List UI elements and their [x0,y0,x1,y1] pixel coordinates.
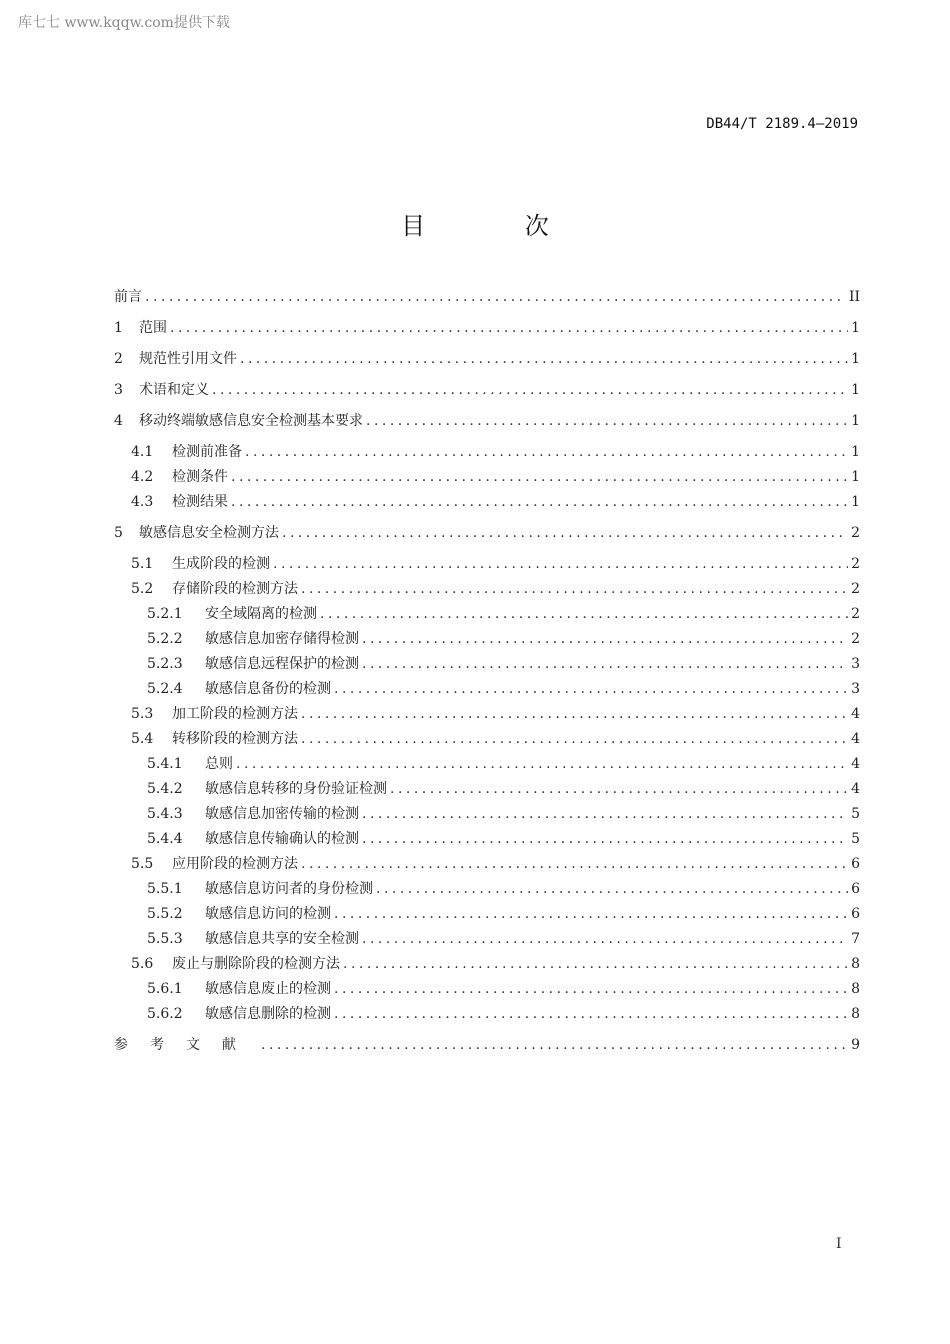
toc-entry-label: 敏感信息废止的检测 [205,981,331,997]
toc-entry-page: 3 [851,681,860,697]
toc-entry-number: 5.4.3 [147,806,183,822]
toc-entry-page: 5 [851,806,860,822]
toc-entry-5-5[interactable] [114,853,860,875]
toc-entry-page: 2 [851,631,860,647]
toc-leader-dots [231,466,848,488]
toc-entry-page: 7 [851,931,860,947]
toc-entry-number: 5.5.2 [147,906,183,922]
toc-leader-dots [282,522,848,544]
toc-entry-label: 移动终端敏感信息安全检测基本要求 [139,413,363,429]
toc-entry-5-4[interactable] [114,728,860,750]
toc-entry-label: 术语和定义 [139,382,209,398]
toc-leader-dots [301,728,848,750]
toc-entry-5-2-2[interactable] [114,628,860,650]
toc-entry-page: 1 [851,382,860,398]
toc-entry-page: 2 [851,606,860,622]
toc-entry-number: 5.5 [131,856,154,872]
toc-entry-5-2[interactable] [114,578,860,600]
toc-entry-label: 安全域隔离的检测 [205,606,317,622]
toc-entry-label: 敏感信息转移的身份验证检测 [205,781,387,797]
toc-leader-dots [343,953,848,975]
toc-entry-page: 1 [851,469,860,485]
toc-entry-page: 6 [851,856,860,872]
toc-entry-page: 6 [851,906,860,922]
toc-entry-label: 加工阶段的检测方法 [172,706,298,722]
toc-leader-dots [236,753,848,775]
toc-entry-number: 5.3 [131,706,154,722]
toc-leader-dots [170,317,848,339]
toc-entry-label: 存储阶段的检测方法 [172,581,298,597]
toc-entry-number: 5.2.3 [147,656,183,672]
toc-entry-5-5-3[interactable] [114,928,860,950]
toc-entry-page: 6 [851,881,860,897]
toc-entry-label: 敏感信息共享的安全检测 [205,931,359,947]
toc-entry-number: 5.6.2 [147,1006,183,1022]
toc-entry-number: 5.2.4 [147,681,183,697]
toc-entry-foreword[interactable] [114,286,860,308]
toc-entry-5-5-2[interactable] [114,903,860,925]
toc-entry-label: 检测结果 [172,494,228,510]
toc-entry-label: 转移阶段的检测方法 [172,731,298,747]
toc-leader-dots [245,441,848,463]
toc-entry-number: 5.2.1 [147,606,183,622]
toc-leader-dots [301,578,848,600]
toc-entry-label: 敏感信息删除的检测 [205,1006,331,1022]
toc-entry-4[interactable] [114,410,860,432]
toc-entry-5-2-3[interactable] [114,653,860,675]
toc-entry-label: 敏感信息加密存储得检测 [205,631,359,647]
toc-entry-label: 参考文献 [114,1037,258,1053]
toc-entry-5-4-2[interactable] [114,778,860,800]
toc-entry-label: 废止与删除阶段的检测方法 [172,956,340,972]
toc-leader-dots [320,603,848,625]
toc-entry-number: 4.3 [131,494,154,510]
toc-entry-5-6-1[interactable] [114,978,860,1000]
toc-entry-page: 8 [851,1006,860,1022]
toc-entry-label: 敏感信息加密传输的检测 [205,806,359,822]
toc-entry-number: 5.1 [131,556,154,572]
toc-entry-number: 5.6.1 [147,981,183,997]
toc-entry-5-2-1[interactable] [114,603,860,625]
toc-entry-label: 敏感信息访问者的身份检测 [205,881,373,897]
toc-entry-4-1[interactable] [114,441,860,463]
toc-entry-page: 3 [851,656,860,672]
toc-entry-page: 4 [851,781,860,797]
toc-leader-dots [334,978,848,1000]
toc-entry-page: 1 [851,444,860,460]
toc-entry-3[interactable] [114,379,860,401]
page-title: 目 次 [401,212,595,240]
toc-entry-5-5-1[interactable] [114,878,860,900]
toc-entry-page: II [848,289,860,305]
toc-leader-dots [390,778,848,800]
toc-entry-5-6[interactable] [114,953,860,975]
toc-entry-page: 5 [851,831,860,847]
toc-entry-number: 5.4 [131,731,154,747]
toc-entry-1[interactable] [114,317,860,339]
toc-entry-label: 生成阶段的检测 [172,556,270,572]
toc-entry-label: 前言 [114,289,142,305]
toc-entry-number: 3 [114,382,123,398]
toc-leader-dots [362,803,848,825]
toc-entry-page: 2 [851,525,860,541]
watermark-text: 库七七 www.kqqw.com提供下载 [18,15,230,31]
toc-entry-5[interactable] [114,522,860,544]
toc-entry-page: 4 [851,756,860,772]
toc-entry-page: 8 [851,956,860,972]
toc-entry-5-4-3[interactable] [114,803,860,825]
toc-entry-page: 2 [851,556,860,572]
toc-entry-references[interactable] [114,1034,860,1056]
toc-leader-dots [334,1003,848,1025]
toc-entry-5-6-2[interactable] [114,1003,860,1025]
toc-leader-dots [362,828,848,850]
toc-entry-number: 4.2 [131,469,154,485]
toc-entry-label: 敏感信息远程保护的检测 [205,656,359,672]
document-code: DB44/T 2189.4—2019 [706,116,858,132]
toc-entry-label: 敏感信息安全检测方法 [139,525,279,541]
toc-leader-dots [145,286,846,308]
toc-entry-number: 5.4.1 [147,756,183,772]
toc-entry-label: 敏感信息传输确认的检测 [205,831,359,847]
toc-entry-page: 4 [851,731,860,747]
toc-entry-number: 1 [114,320,123,336]
toc-entry-label: 规范性引用文件 [139,351,237,367]
toc-entry-label: 范围 [139,320,167,336]
toc-entry-label: 应用阶段的检测方法 [172,856,298,872]
toc-entry-label: 检测条件 [172,469,228,485]
toc-leader-dots [362,653,848,675]
toc-leader-dots [240,348,848,370]
toc-entry-2[interactable] [114,348,860,370]
toc-entry-5-4-1[interactable] [114,753,860,775]
toc-entry-number: 5 [114,525,123,541]
toc-entry-number: 2 [114,351,123,367]
toc-entry-5-1[interactable] [114,553,860,575]
toc-entry-5-2-4[interactable] [114,678,860,700]
toc-leader-dots [366,410,848,432]
toc-entry-page: 1 [851,351,860,367]
toc-entry-page: 9 [851,1037,860,1053]
toc-leader-dots [261,1034,848,1056]
toc-leader-dots [362,628,848,650]
toc-entry-page: 1 [851,494,860,510]
toc-leader-dots [273,553,848,575]
toc-entry-number: 5.5.3 [147,931,183,947]
toc-entry-page: 1 [851,320,860,336]
toc-entry-number: 5.4.2 [147,781,183,797]
toc-entry-number: 5.6 [131,956,154,972]
toc-entry-label: 检测前准备 [172,444,242,460]
toc-leader-dots [334,678,848,700]
toc-entry-4-2[interactable] [114,466,860,488]
toc-entry-5-4-4[interactable] [114,828,860,850]
toc-entry-page: 4 [851,706,860,722]
toc-entry-5-3[interactable] [114,703,860,725]
toc-entry-number: 5.2 [131,581,154,597]
toc-entry-number: 4 [114,413,123,429]
toc-entry-page: 2 [851,581,860,597]
toc-entry-number: 5.2.2 [147,631,183,647]
toc-entry-label: 敏感信息访问的检测 [205,906,331,922]
toc-leader-dots [301,703,848,725]
toc-entry-number: 5.5.1 [147,881,183,897]
toc-leader-dots [301,853,848,875]
toc-leader-dots [334,903,848,925]
toc-entry-4-3[interactable] [114,491,860,513]
toc-entry-label: 总则 [205,756,233,772]
toc-leader-dots [212,379,848,401]
page-number: I [836,1236,842,1252]
toc-entry-label: 敏感信息备份的检测 [205,681,331,697]
toc-entry-number: 4.1 [131,444,154,460]
toc-leader-dots [362,928,848,950]
toc-entry-page: 1 [851,413,860,429]
toc-leader-dots [231,491,848,513]
toc-entry-page: 8 [851,981,860,997]
toc-entry-number: 5.4.4 [147,831,183,847]
toc-leader-dots [376,878,848,900]
